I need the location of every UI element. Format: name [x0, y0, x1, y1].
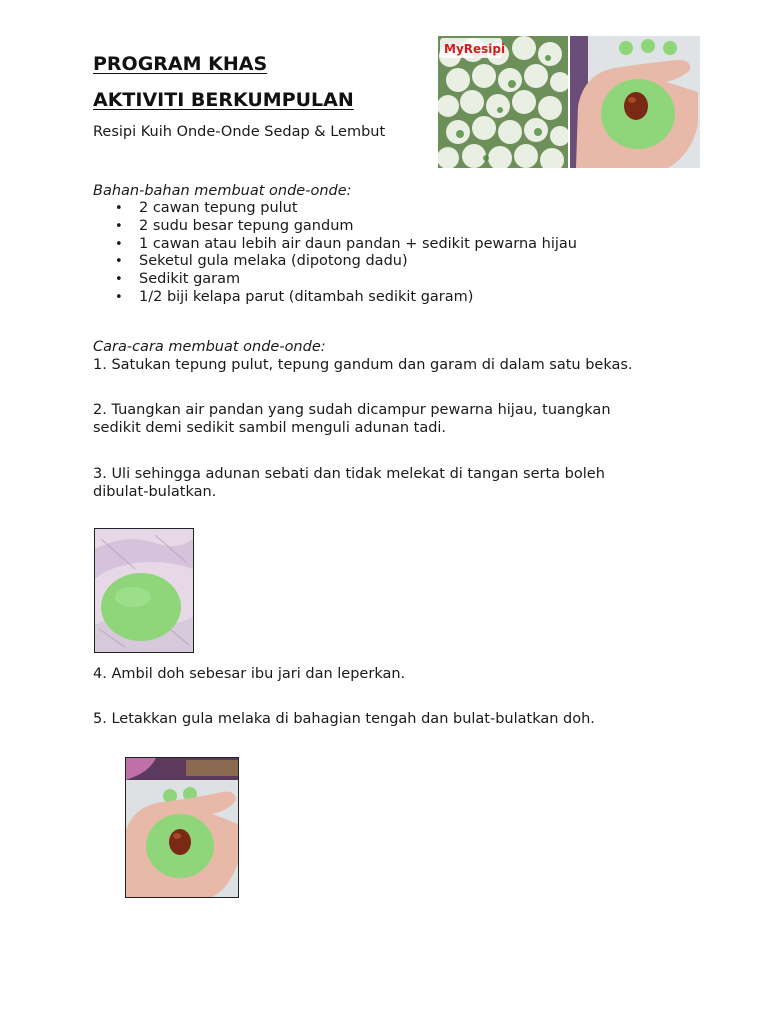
hand-with-dough-photo-bottom: [125, 757, 239, 898]
hand-with-dough-photo-top: [570, 36, 700, 168]
method-heading: Cara-cara membuat onde-onde:: [93, 339, 326, 355]
page-subtitle: AKTIVITI BERKUMPULAN: [93, 89, 354, 111]
method-step-4: 4. Ambil doh sebesar ibu jari dan leperkan.: [93, 666, 406, 682]
method-step-5: 5. Letakkan gula melaka di bahagian tengah dan bulat-bulatkan doh.: [93, 711, 595, 727]
method-step-3: 3. Uli sehingga adunan sebati dan tidak melekat di tangan serta boleh dibulat-bulatkan.: [93, 466, 605, 500]
list-item: • 1/2 biji kelapa parut (ditambah sedikit garam): [93, 289, 733, 307]
recipe-title: Resipi Kuih Onde-Onde Sedap & Lembut: [93, 124, 386, 140]
method-step-2: 2. Tuangkan air pandan yang sudah dicampur pewarna hijau, tuangkan sedikit demi sedikit sambil menguli adunan tadi.: [93, 402, 611, 436]
myresipi-logo: MyResipi: [444, 42, 506, 56]
method-step-1: 1. Satukan tepung pulut, tepung gandum dan garam di dalam satu bekas.: [93, 357, 633, 373]
list-item: • Seketul gula melaka (dipotong dadu): [93, 253, 733, 271]
ingredients-list: [93, 200, 733, 307]
list-item: • 1 cawan atau lebih air daun pandan + sedikit pewarna hijau: [93, 236, 733, 254]
green-dough-photo: [94, 528, 194, 653]
list-item: • 2 cawan tepung pulut: [93, 200, 733, 218]
ingredients-heading: Bahan-bahan membuat onde-onde:: [93, 183, 352, 199]
list-item: • Sedikit garam: [93, 271, 733, 289]
list-item: • 2 sudu besar tepung gandum: [93, 218, 733, 236]
page-title: PROGRAM KHAS: [93, 53, 268, 75]
onde-onde-coconut-photo: [438, 36, 568, 168]
